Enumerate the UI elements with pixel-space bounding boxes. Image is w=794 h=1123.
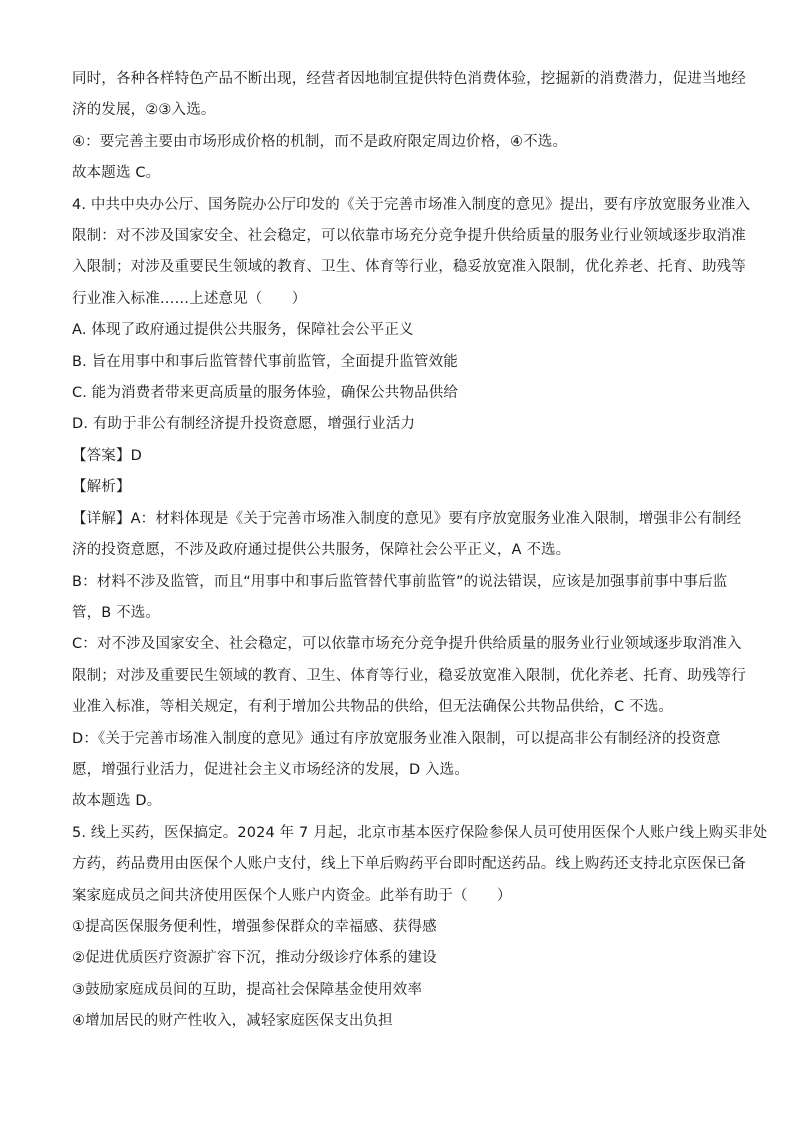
- question-4-stem: 4. 中共中央办公厅、国务院办公厅印发的《关于完善市场准入制度的意见》提出，要有序放宽服务业准入: [72, 196, 751, 213]
- analysis-heading: 【解析】: [72, 479, 131, 496]
- text-line: 案家庭成员之间共济使用医保个人账户内资金。此举有助于（ ）: [72, 887, 512, 904]
- explanation-line: C：对不涉及国家安全、社会稳定，可以依靠市场充分竞争提升供给质量的服务业行业领域逐步取消准入: [72, 636, 742, 653]
- document-page: [72, 64, 768, 1038]
- explanation-line: 管，B 不选。: [72, 604, 161, 621]
- text-line: 行业准入标准……上述意见（ ）: [72, 290, 307, 307]
- choice-item: ②促进优质医疗资源扩容下沉，推动分级诊疗体系的建设: [72, 950, 437, 967]
- conclusion-line: 故本题选 D。: [72, 793, 162, 810]
- text-line: 方药，药品费用由医保个人账户支付，线上下单后购药平台即时配送药品。线上购药还支持北京医保已备: [72, 856, 746, 873]
- choice-item: ①提高医保服务便利性，增强参保群众的幸福感、获得感: [72, 918, 437, 935]
- explanation-line: D：《关于完善市场准入制度的意见》通过有序放宽服务业准入限制，可以提高非公有制经济的投资意: [72, 730, 721, 747]
- text-line: 限制：对不涉及国家安全、社会稳定，可以依靠市场充分竞争提升供给质量的服务业行业领域逐步取消准: [72, 228, 746, 245]
- option-c: C. 能为消费者带来更高质量的服务体验，确保公共物品供给: [72, 385, 459, 402]
- text-line: ④：要完善主要由市场形成价格的机制，而不是政府限定周边价格，④不选。: [72, 133, 568, 150]
- answer-line: 【答案】D: [72, 447, 142, 464]
- text-line: 同时，各种各样特色产品不断出现，经营者因地制宜提供特色消费体验，挖掘新的消费潜力，促进当地经: [72, 71, 746, 87]
- option-b: B. 旨在用事中和事后监管替代事前监管，全面提升监管效能: [72, 353, 458, 370]
- choice-item: ④增加居民的财产性收入，减轻家庭医保支出负担: [72, 1013, 393, 1030]
- text-line: 入限制；对涉及重要民生领域的教育、卫生、体育等行业，稳妥放宽准入限制，优化养老、托育、助残等: [72, 259, 746, 276]
- explanation-line: 【详解】A：材料体现是《关于完善市场准入制度的意见》要有序放宽服务业准入限制，增强非公有制经: [72, 510, 742, 527]
- explanation-line: 业准入标准，等相关规定，有利于增加公共物品的供给，但无法确保公共物品供给，C 不选。: [72, 699, 674, 716]
- choice-item: ③鼓励家庭成员间的互助，提高社会保障基金使用效率: [72, 981, 423, 998]
- explanation-line: 限制；对涉及重要民生领域的教育、卫生、体育等行业，稳妥放宽准入限制，优化养老、托育、助残等行: [72, 667, 746, 684]
- explanation-line: 愿，增强行业活力，促进社会主义市场经济的发展，D 入选。: [72, 761, 469, 778]
- text-line: 济的发展，②③入选。: [72, 102, 216, 119]
- option-a: A. 体现了政府通过提供公共服务，保障社会公平正义: [72, 322, 414, 339]
- explanation-line: B：材料不涉及监管，而且“用事中和事后监管替代事前监管”的说法错误，应该是加强事前事中事后监: [72, 573, 728, 590]
- question-5-stem: 5. 线上买药，医保搞定。2024 年 7 月起，北京市基本医疗保险参保人员可使用医保个人账户线上购买非处: [72, 824, 768, 841]
- text-line: 故本题选 C。: [72, 165, 161, 182]
- option-d: D. 有助于非公有制经济提升投资意愿，增强行业活力: [72, 416, 416, 433]
- explanation-line: 济的投资意愿，不涉及政府通过提供公共服务，保障社会公平正义，A 不选。: [72, 542, 571, 559]
